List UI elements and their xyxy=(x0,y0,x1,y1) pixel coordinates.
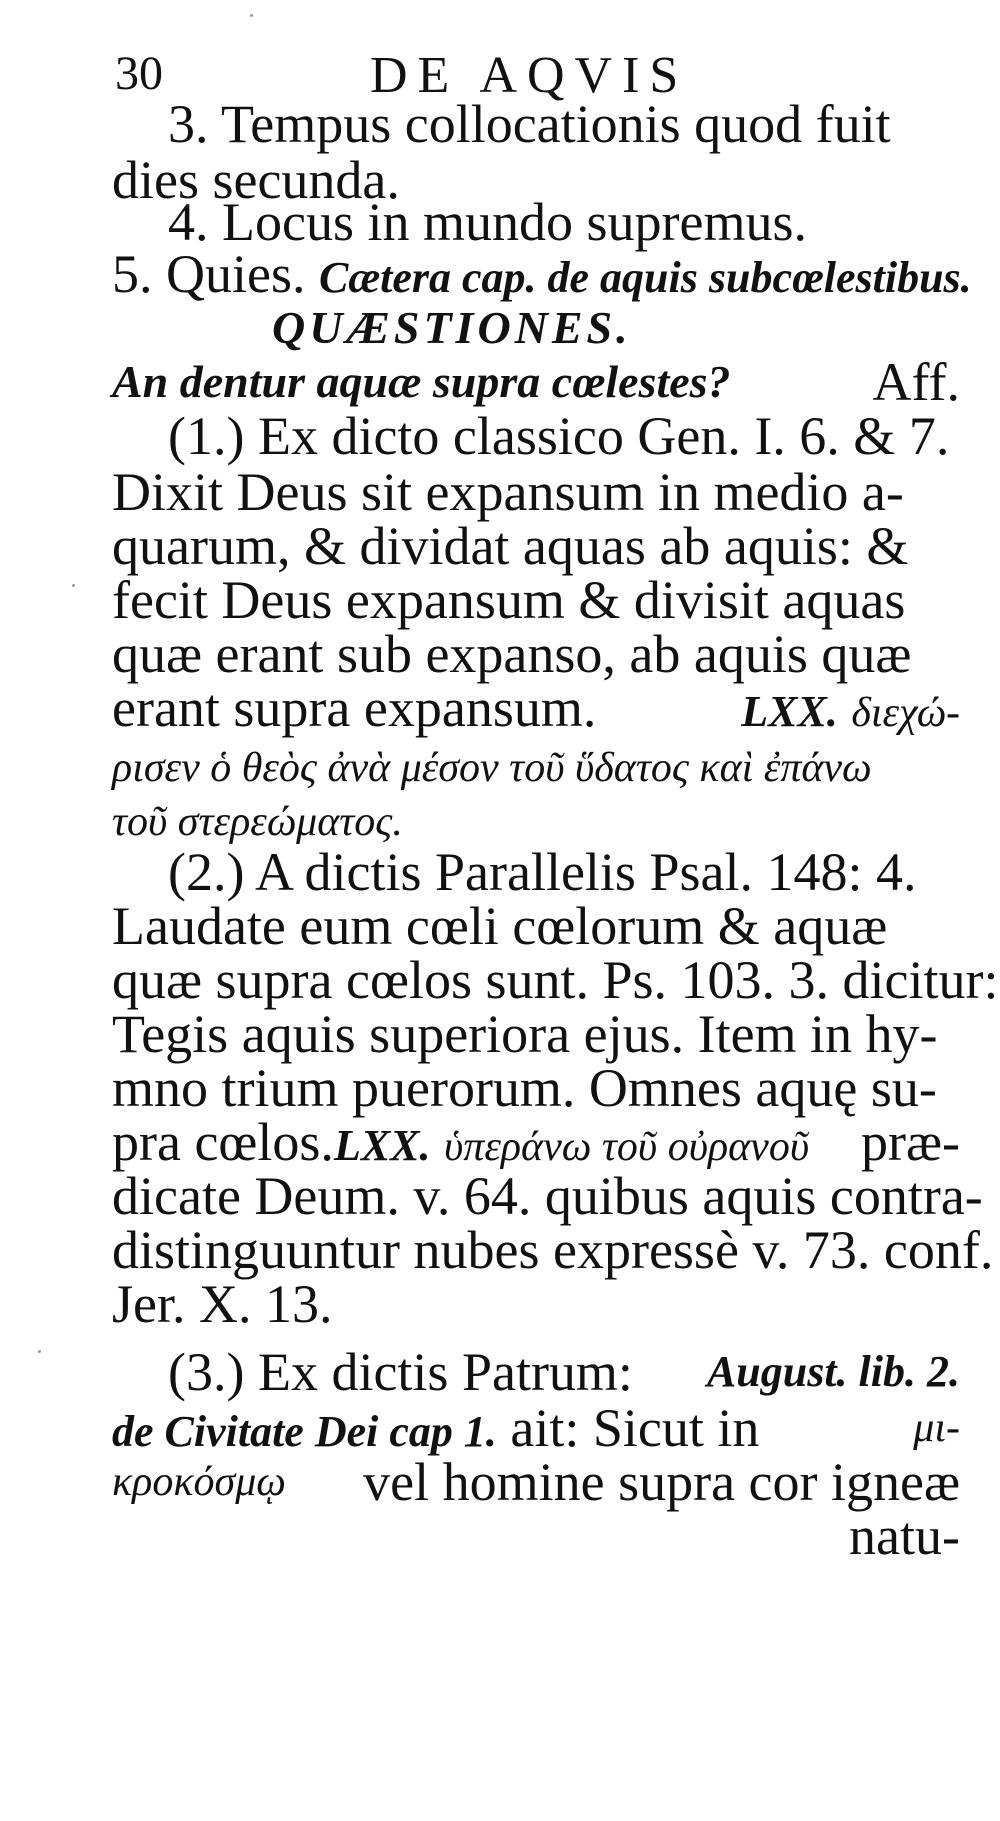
text-line: (1.) Ex dicto classico Gen. I. 6. & 7. xyxy=(168,406,950,466)
paper-speck xyxy=(72,584,75,587)
text-line: Jer. X. 13. xyxy=(112,1274,333,1334)
text-line: Tegis aquis superiora ejus. Item in hy- xyxy=(112,1004,938,1064)
greek-text: ὑπεράνω τοῦ οὐρανοῦ xyxy=(444,1124,810,1170)
text-italic: de Civitate Dei cap 1. xyxy=(112,1407,497,1456)
text-italic: LXX. xyxy=(333,1121,431,1170)
catchword: natu- xyxy=(849,1506,960,1566)
text-roman: præ- xyxy=(861,1112,960,1172)
text-line: mno trium puerorum. Omnes aquę su- xyxy=(112,1058,937,1118)
text-line: Dixit Deus sit expansum in medio a- xyxy=(112,462,904,522)
greek-text: διεχώ- xyxy=(851,690,960,736)
text-line: (2.) A dictis Parallelis Psal. 148: 4. xyxy=(168,842,917,902)
text-italic: Cætera cap. de aquis subcœlestibus. xyxy=(318,253,972,302)
text-line: quæ supra cœlos sunt. Ps. 103. 3. dicitur: xyxy=(112,950,999,1010)
text-line: Laudate eum cœli cœlorum & aquæ xyxy=(112,896,888,956)
text-line: fecit Deus expansum & divisit aquas xyxy=(112,570,906,630)
text-line: 3. Tempus collocationis quod fuit xyxy=(168,94,891,154)
greek-line: τοῦ στερεώματος. xyxy=(112,799,403,845)
text-line: quarum, & dividat aquas ab aquis: & xyxy=(112,516,909,576)
text-roman: pra cœlos. xyxy=(112,1112,334,1172)
text-line: dies secunda. xyxy=(112,150,400,210)
text-roman: erant supra expansum. xyxy=(112,678,597,738)
running-head: DE AQVIS xyxy=(370,47,689,104)
text-line xyxy=(168,1340,960,1404)
text-italic: LXX. xyxy=(741,687,838,736)
answer: Aff. xyxy=(872,352,960,412)
text-roman: vel homine supra cor igneæ xyxy=(363,1452,960,1512)
section-heading: QUÆSTIONES. xyxy=(272,302,632,353)
text-roman: (3.) Ex dictis Patrum: xyxy=(168,1342,633,1402)
paper-speck xyxy=(38,1350,41,1353)
greek-line: ρισεν ὁ θεὸς ἀνὰ μέσον τοῦ ὕδατος καὶ ἐπάνω xyxy=(112,745,872,791)
text-line: 4. Locus in mundo supremus. xyxy=(168,192,807,252)
text-roman: 5. Quies. xyxy=(112,244,306,304)
text-line xyxy=(112,676,960,745)
text-line: quæ erant sub expanso, ab aquis quæ xyxy=(112,624,912,684)
text-italic: August. lib. 2. xyxy=(706,1347,960,1396)
text-roman: ait: Sicut in xyxy=(510,1398,760,1458)
text-line: dicate Deum. v. 64. quibus aquis contra- xyxy=(112,1166,983,1226)
page-number: 30 xyxy=(115,47,163,100)
paper-speck xyxy=(250,14,253,17)
text-line: distinguuntur nubes expressè v. 73. conf. xyxy=(112,1220,994,1280)
greek-text: κροκόσμῳ xyxy=(112,1459,286,1505)
question: An dentur aquæ supra cœlestes? xyxy=(112,356,731,407)
greek-text: μι- xyxy=(913,1405,960,1451)
